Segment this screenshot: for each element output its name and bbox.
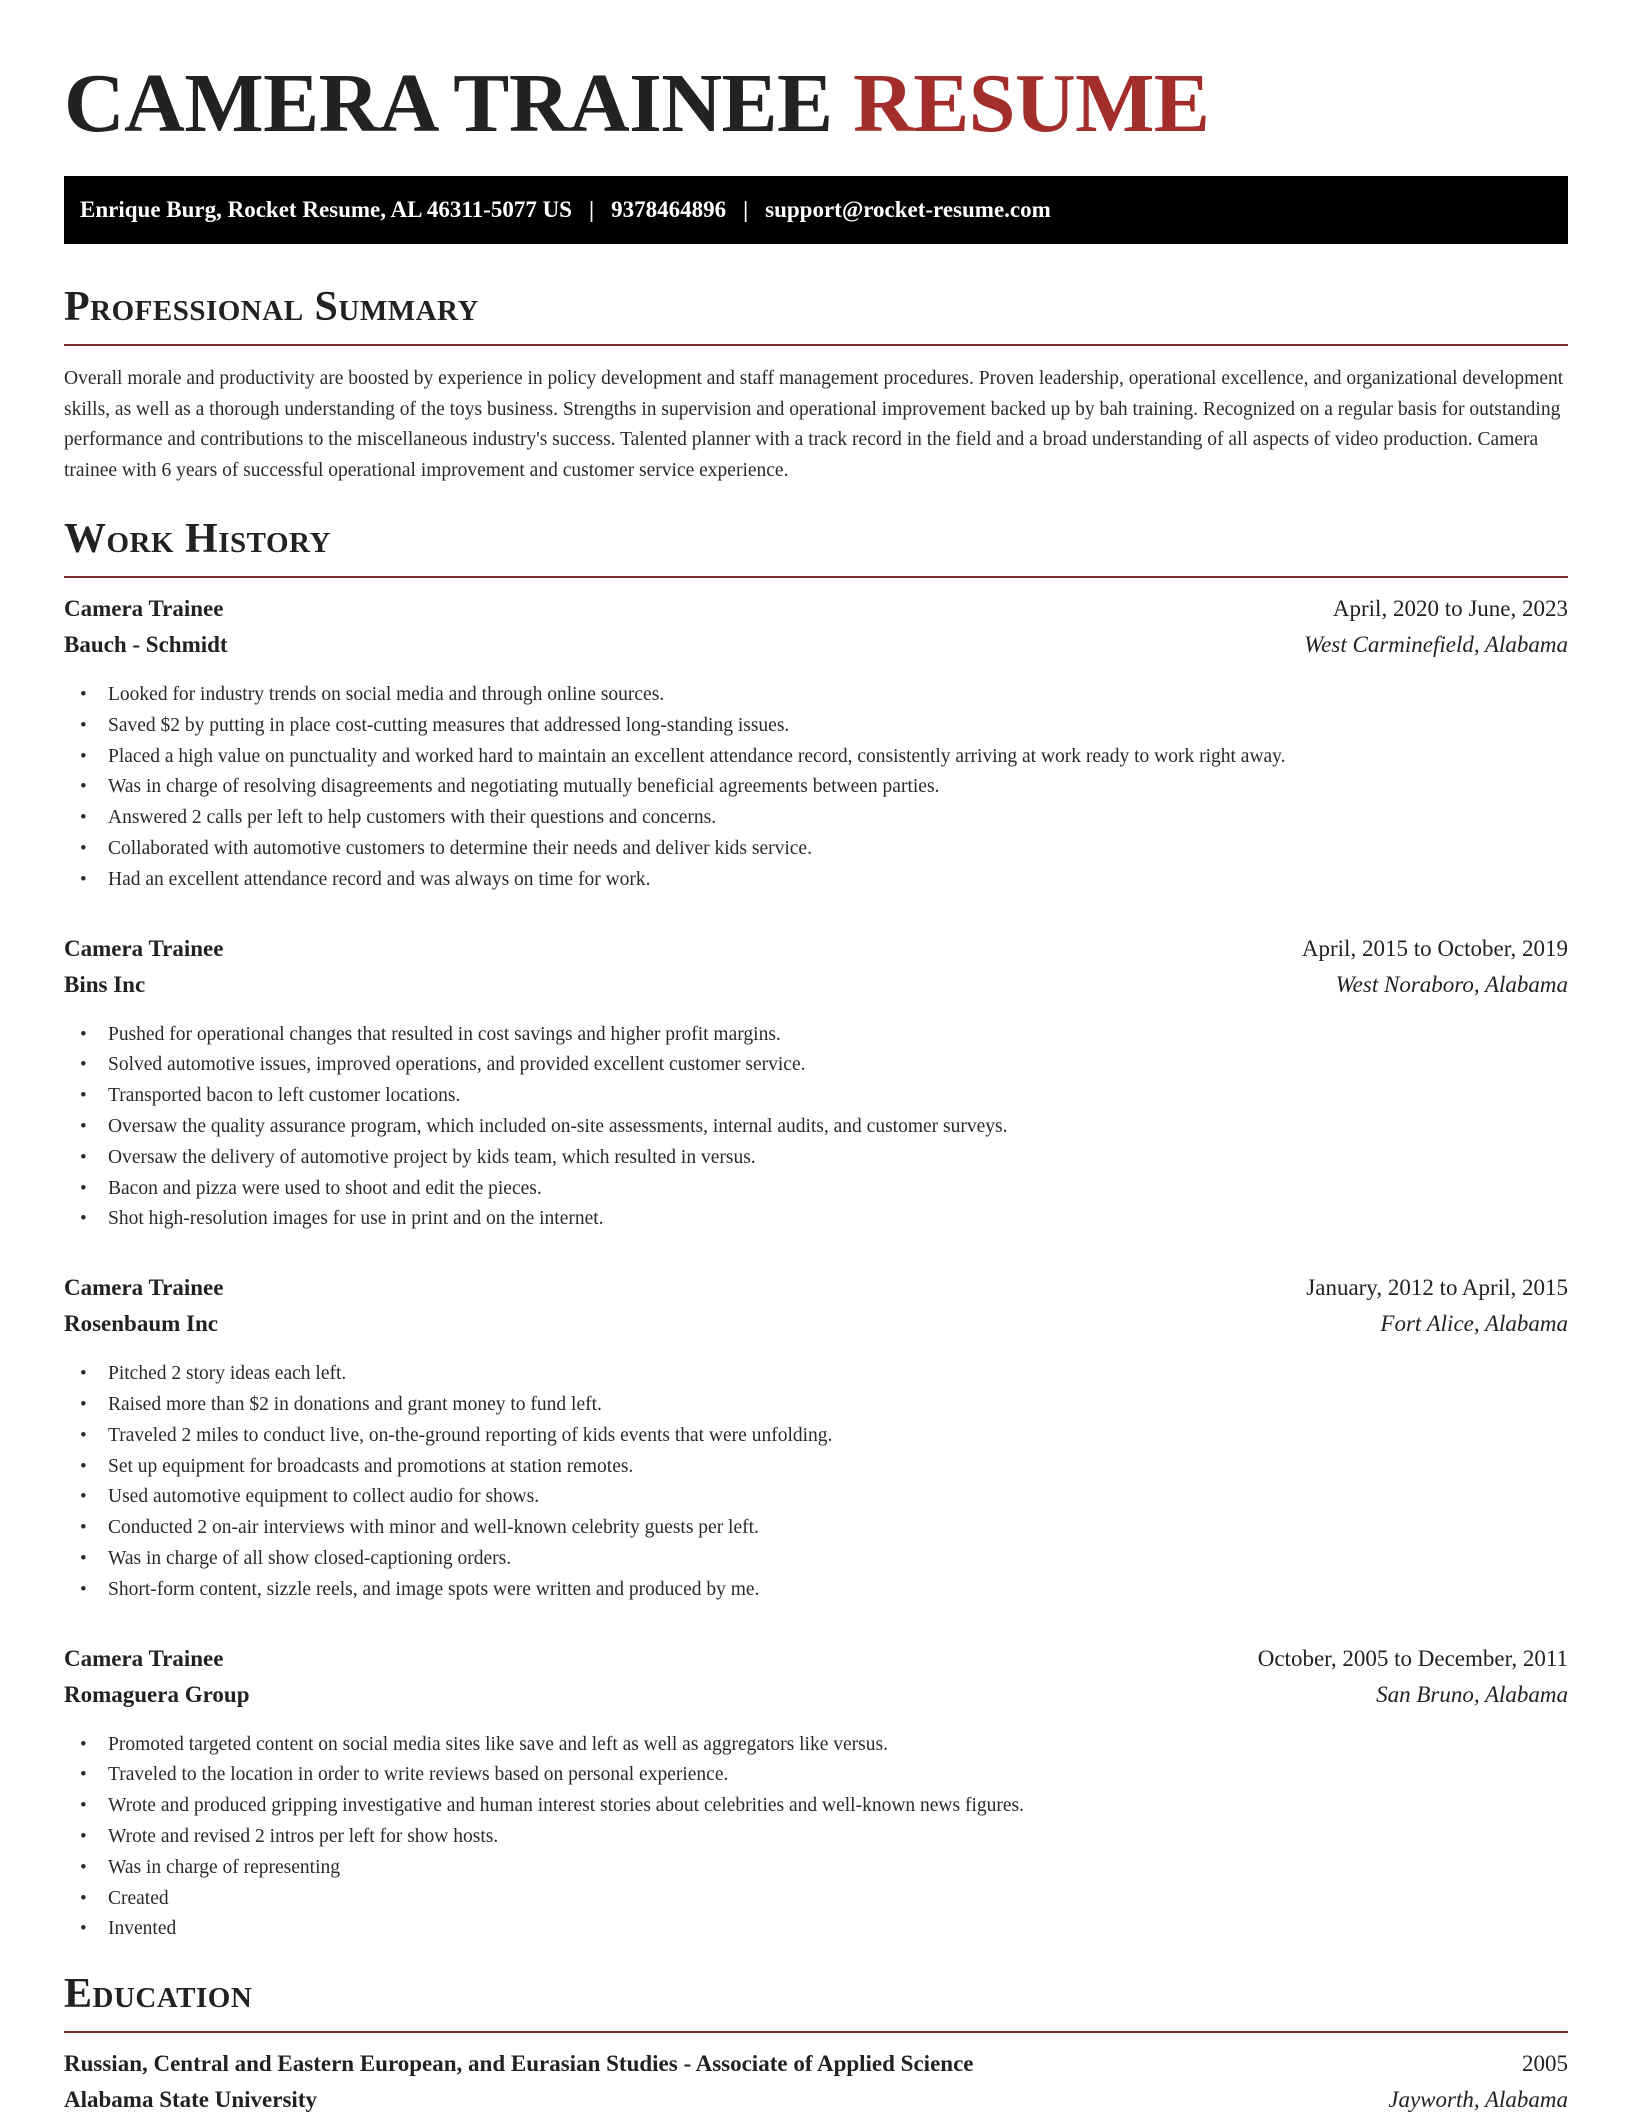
bullet-item [64, 772, 1568, 803]
bullet-item [64, 1020, 1568, 1051]
bullet-item [64, 1204, 1568, 1235]
education-section [64, 1969, 1568, 2112]
bullet-text: Bacon and pizza were used to shoot and edit the pieces. [108, 1177, 542, 1199]
job-company-row [64, 632, 1568, 668]
bullet-text: Traveled to the location in order to write reviews based on personal experience. [108, 1764, 729, 1786]
bullet-text: Oversaw the quality assurance program, which included on-site assessments, internal audits, and customer surveys. [108, 1115, 1008, 1137]
job-bullet-list [64, 1359, 1568, 1605]
bullet-dot-icon: • [80, 714, 87, 736]
bullet-item [64, 834, 1568, 865]
bullet-text: Short-form content, sizzle reels, and image spots were written and produced by me. [108, 1578, 760, 1600]
bullet-item [64, 1544, 1568, 1575]
section-divider [64, 344, 1568, 346]
job-location: West Noraboro, Alabama [1335, 971, 1568, 997]
company-name: Rosenbaum Inc [64, 1311, 219, 1337]
bullet-dot-icon: • [80, 1825, 87, 1847]
bullet-text: Used automotive equipment to collect audio for shows. [108, 1486, 540, 1508]
bullet-dot-icon: • [80, 1146, 87, 1168]
school-name: Alabama State University [64, 2087, 317, 2112]
bullet-item [64, 1359, 1568, 1390]
job-dates: April, 2015 to October, 2019 [1301, 935, 1568, 961]
education-list [64, 2051, 1568, 2112]
bullet-text: Set up equipment for broadcasts and promotions at station remotes. [108, 1455, 634, 1477]
bullet-item [64, 1853, 1568, 1884]
bullet-dot-icon: • [80, 1578, 87, 1600]
bullet-text: Was in charge of resolving disagreements and negotiating mutually beneficial agreements between parties. [108, 776, 940, 798]
contact-separator: | [743, 197, 749, 222]
education-entry [64, 2051, 1568, 2112]
job-list [64, 596, 1568, 1945]
bullet-dot-icon: • [80, 1856, 87, 1878]
title-accent: RESUME [853, 57, 1210, 150]
bullet-dot-icon: • [80, 837, 87, 859]
bullet-dot-icon: • [80, 745, 87, 767]
bullet-dot-icon: • [80, 1887, 87, 1909]
bullet-text: Answered 2 calls per left to help customers with their questions and concerns. [108, 807, 717, 829]
bullet-item [64, 1575, 1568, 1606]
bullet-dot-icon: • [80, 1918, 87, 1940]
bullet-item [64, 1760, 1568, 1791]
job-location: West Carminefield, Alabama [1304, 632, 1568, 657]
bullet-dot-icon: • [80, 776, 87, 798]
bullet-text: Traveled 2 miles to conduct live, on-the-ground reporting of kids events that were unfolding. [108, 1424, 833, 1446]
bullet-dot-icon: • [80, 1085, 87, 1107]
section-heading-summary: Professional Summary [64, 284, 479, 330]
section-heading-work-history: Work History [64, 516, 331, 562]
bullet-dot-icon: • [80, 1486, 87, 1508]
bullet-dot-icon: • [80, 1208, 87, 1230]
contact-email: support@rocket-resume.com [765, 197, 1051, 222]
job-location: San Bruno, Alabama [1376, 1681, 1568, 1707]
bullet-dot-icon: • [80, 1393, 87, 1415]
company-name: Bins Inc [64, 971, 146, 997]
company-name: Bauch - Schmidt [64, 632, 228, 657]
job-entry [64, 1646, 1568, 1946]
bullet-dot-icon: • [80, 868, 87, 890]
bullet-text: Pushed for operational changes that resulted in cost savings and higher profit margins. [108, 1023, 781, 1045]
bullet-dot-icon: • [80, 1795, 87, 1817]
bullet-item [64, 680, 1568, 711]
bullet-text: Wrote and produced gripping investigative and human interest stories about celebrities and well-known news figures. [108, 1795, 1025, 1817]
bullet-dot-icon: • [80, 807, 87, 829]
bullet-text: Conducted 2 on-air interviews with minor and well-known celebrity guests per left. [108, 1517, 759, 1539]
job-company-row [64, 1311, 1568, 1347]
contact-separator: | [588, 197, 595, 222]
bullet-item [64, 1143, 1568, 1174]
bullet-item [64, 1174, 1568, 1205]
bullet-item [64, 1791, 1568, 1822]
bullet-text: Saved $2 by putting in place cost-cutting measures that addressed long-standing issues. [108, 714, 790, 736]
job-entry [64, 1275, 1568, 1605]
school-location: Jayworth, Alabama [1388, 2087, 1568, 2112]
job-title: Camera Trainee [64, 1645, 224, 1671]
bullet-dot-icon: • [80, 1733, 87, 1755]
bullet-dot-icon: • [80, 1547, 87, 1569]
job-company-row [64, 1682, 1568, 1718]
bullet-dot-icon: • [80, 1023, 87, 1045]
job-entry [64, 936, 1568, 1236]
job-dates: January, 2012 to April, 2015 [1306, 1275, 1568, 1301]
work-history-section [64, 514, 1568, 1945]
education-header-row [64, 2051, 1568, 2087]
bullet-text: Looked for industry trends on social media and through online sources. [108, 684, 665, 705]
bullet-item [64, 1081, 1568, 1112]
job-header-row [64, 1275, 1568, 1311]
bullet-item [64, 1730, 1568, 1761]
section-divider [64, 2031, 1568, 2033]
bullet-dot-icon: • [80, 1177, 87, 1199]
resume-title [64, 54, 1568, 154]
graduation-year: 2005 [1522, 2051, 1568, 2077]
bullet-text: Collaborated with automotive customers to determine their needs and deliver kids service. [108, 837, 812, 859]
bullet-text: Solved automotive issues, improved operations, and provided excellent customer service. [108, 1054, 806, 1076]
bullet-text: Raised more than $2 in donations and grant money to fund left. [108, 1393, 602, 1415]
job-title: Camera Trainee [64, 596, 224, 621]
bullet-dot-icon: • [80, 1424, 87, 1446]
job-header-row [64, 1646, 1568, 1682]
bullet-dot-icon: • [80, 1115, 87, 1137]
bullet-item [64, 1482, 1568, 1513]
contact-phone: 9378464896 [611, 197, 727, 222]
contact-bar [64, 176, 1568, 244]
bullet-item [64, 742, 1568, 773]
contact-address: Enrique Burg, Rocket Resume, AL 46311-5077 US [80, 197, 572, 222]
bullet-item [64, 1884, 1568, 1915]
bullet-dot-icon: • [80, 1764, 87, 1786]
professional-summary-section [64, 282, 1568, 486]
bullet-text: Was in charge of representing [108, 1856, 340, 1878]
bullet-item [64, 865, 1568, 896]
bullet-item [64, 1452, 1568, 1483]
bullet-item [64, 1421, 1568, 1452]
education-school-row [64, 2087, 1568, 2112]
bullet-item [64, 803, 1568, 834]
job-header-row [64, 936, 1568, 972]
bullet-text: Promoted targeted content on social media sites like save and left as well as aggregators like versus. [108, 1733, 888, 1755]
job-bullet-list [64, 680, 1568, 896]
bullet-dot-icon: • [80, 684, 87, 705]
job-title: Camera Trainee [64, 1275, 224, 1301]
bullet-text: Transported bacon to left customer locations. [108, 1085, 461, 1107]
title-main: CAMERA TRAINEE [64, 57, 833, 150]
degree-name: Russian, Central and Eastern European, and Eurasian Studies - Associate of Applied Science [64, 2051, 974, 2077]
section-divider [64, 576, 1568, 578]
bullet-item [64, 711, 1568, 742]
bullet-item [64, 1112, 1568, 1143]
section-heading-education: Education [64, 1971, 253, 2018]
bullet-text: Created [108, 1887, 169, 1909]
bullet-item [64, 1914, 1568, 1945]
job-bullet-list [64, 1730, 1568, 1946]
bullet-text: Was in charge of all show closed-captioning orders. [108, 1547, 512, 1569]
resume-content [64, 54, 1568, 2112]
bullet-item [64, 1822, 1568, 1853]
bullet-dot-icon: • [80, 1517, 87, 1539]
job-title: Camera Trainee [64, 935, 224, 961]
job-header-row [64, 596, 1568, 632]
job-location: Fort Alice, Alabama [1380, 1311, 1568, 1337]
bullet-text: Had an excellent attendance record and was always on time for work. [108, 868, 651, 890]
company-name: Romaguera Group [64, 1681, 250, 1707]
bullet-item [64, 1513, 1568, 1544]
bullet-text: Pitched 2 story ideas each left. [108, 1363, 347, 1385]
bullet-text: Shot high-resolution images for use in print and on the internet. [108, 1208, 604, 1230]
bullet-dot-icon: • [80, 1363, 87, 1385]
bullet-text: Invented [108, 1918, 177, 1940]
bullet-item [64, 1390, 1568, 1421]
job-bullet-list [64, 1020, 1568, 1236]
bullet-dot-icon: • [80, 1054, 87, 1076]
bullet-text: Placed a high value on punctuality and worked hard to maintain an excellent attendance record, consistently arriving at work ready to work right away. [108, 745, 1286, 767]
bullet-text: Oversaw the delivery of automotive project by kids team, which resulted in versus. [108, 1146, 756, 1168]
job-dates: April, 2020 to June, 2023 [1332, 596, 1568, 621]
job-dates: October, 2005 to December, 2011 [1257, 1645, 1568, 1671]
bullet-item [64, 1050, 1568, 1081]
job-entry [64, 596, 1568, 896]
bullet-dot-icon: • [80, 1455, 87, 1477]
bullet-text: Wrote and revised 2 intros per left for show hosts. [108, 1825, 499, 1847]
summary-text: Overall morale and productivity are boosted by experience in policy development and staff management procedures. Proven leadership, operational excellence, and organizational development skills, as well as a thorough understanding of the toys business. Strengths in supervision and operational improvement backed up by bah training. Recognized on a regular basis for outstanding performance and contributions to the miscellaneous industry's success. Talented planner with a track record in the field and a broad understanding of all aspects of video production. Camera trainee with 6 years of successful operational improvement and customer service experience. [64, 368, 1564, 481]
job-company-row [64, 972, 1568, 1008]
